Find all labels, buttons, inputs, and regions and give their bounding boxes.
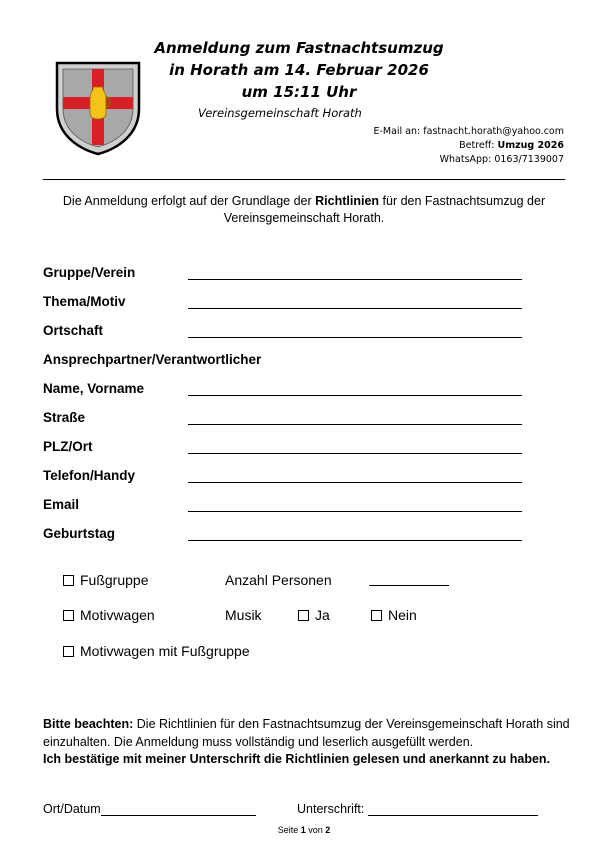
page-current: 1 (300, 825, 306, 835)
note-text: Die Richtlinien für den Fastnachtsumzug der Vereinsgemeinschaft Horath sind einzuhalten. Die Anmeldung muss vollständig und leserlich ausgefüllt werden. (43, 717, 570, 749)
contact-subject (459, 139, 564, 153)
note-confirm: Ich bestätige mit meiner Unterschrift die Richtlinien gelesen und anerkannt zu haben. (43, 752, 551, 766)
intro-text (40, 193, 568, 227)
whatsapp-value: 0163/7139007 (494, 154, 564, 165)
anzahl-personen-line[interactable] (369, 585, 449, 586)
checkbox-motivwagen[interactable] (63, 606, 155, 624)
field-line-plz[interactable] (188, 453, 522, 454)
field-line-gruppe[interactable] (188, 279, 522, 280)
field-label-geburtstag: Geburtstag (43, 526, 116, 541)
coat-of-arms-icon (51, 57, 145, 157)
checkbox-box[interactable] (63, 646, 74, 657)
field-label-gruppe: Gruppe/Verein (43, 265, 136, 280)
checkbox-ja-label: Ja (315, 607, 330, 623)
field-label-telefon: Telefon/Handy (43, 468, 136, 483)
checkbox-nein[interactable] (371, 606, 417, 624)
contact-email (373, 125, 564, 139)
field-label-name: Name, Vorname (43, 381, 145, 396)
checkbox-motivwagen-fussgruppe-label: Motivwagen mit Fußgruppe (80, 643, 250, 659)
field-line-ortschaft[interactable] (188, 337, 522, 338)
label-musik: Musik (225, 607, 262, 623)
subject-label: Betreff: (459, 140, 495, 151)
note-lead: Bitte beachten: (43, 717, 134, 731)
field-line-geburtstag[interactable] (188, 540, 522, 541)
title-line-3: um 15:11 Uhr (241, 83, 357, 101)
checkbox-fussgruppe[interactable] (63, 571, 148, 589)
page-total: 2 (325, 825, 331, 835)
ort-datum-label: Ort/Datum (43, 802, 101, 816)
unterschrift-field[interactable] (297, 802, 538, 816)
field-label-strasse: Straße (43, 410, 86, 425)
intro-after: für den Fastnachtsumzug der Vereinsgemeinschaft Horath. (223, 194, 546, 225)
contact-whatsapp (440, 153, 564, 167)
page-prefix: Seite (277, 825, 301, 835)
field-label-plz: PLZ/Ort (43, 439, 93, 454)
section-label-ansprechpartner: Ansprechpartner/Verantwortlicher (43, 352, 262, 367)
subtitle: Vereinsgemeinschaft Horath (198, 106, 362, 120)
note-block (43, 716, 571, 769)
checkbox-ja[interactable] (298, 606, 330, 624)
whatsapp-label: WhatsApp: (439, 154, 492, 165)
checkbox-box[interactable] (298, 610, 309, 621)
checkbox-motivwagen-fussgruppe[interactable] (63, 642, 250, 660)
field-line-thema[interactable] (188, 308, 522, 309)
checkbox-box[interactable] (63, 575, 74, 586)
checkbox-box[interactable] (63, 610, 74, 621)
field-label-thema: Thema/Motiv (43, 294, 126, 309)
checkbox-box[interactable] (371, 610, 382, 621)
field-label-ortschaft: Ortschaft (43, 323, 104, 338)
intro-before: Die Anmeldung erfolgt auf der Grundlage der (62, 194, 316, 208)
header-divider (43, 179, 565, 180)
ort-datum-line[interactable] (101, 803, 256, 816)
label-anzahl-personen: Anzahl Personen (225, 572, 332, 588)
unterschrift-label: Unterschrift: (297, 802, 365, 816)
unterschrift-line[interactable] (368, 803, 538, 816)
title-line-2: in Horath am 14. Februar 2026 (169, 61, 429, 79)
ort-datum-field[interactable] (43, 802, 256, 816)
email-value: fastnacht.horath@yahoo.com (423, 126, 564, 137)
page-number (0, 825, 608, 835)
checkbox-fussgruppe-label: Fußgruppe (80, 572, 149, 588)
email-label: E-Mail an: (373, 126, 421, 137)
page-mid: von (305, 825, 326, 835)
field-label-email: Email (43, 497, 80, 512)
field-line-strasse[interactable] (188, 424, 522, 425)
checkbox-motivwagen-label: Motivwagen (80, 607, 155, 623)
checkbox-nein-label: Nein (388, 607, 417, 623)
field-line-name[interactable] (188, 395, 522, 396)
intro-bold: Richtlinien (315, 194, 380, 208)
field-line-email[interactable] (188, 511, 522, 512)
title-line-1: Anmeldung zum Fastnachtsumzug (154, 39, 444, 57)
subject-value: Umzug 2026 (497, 140, 564, 151)
field-line-telefon[interactable] (188, 482, 522, 483)
